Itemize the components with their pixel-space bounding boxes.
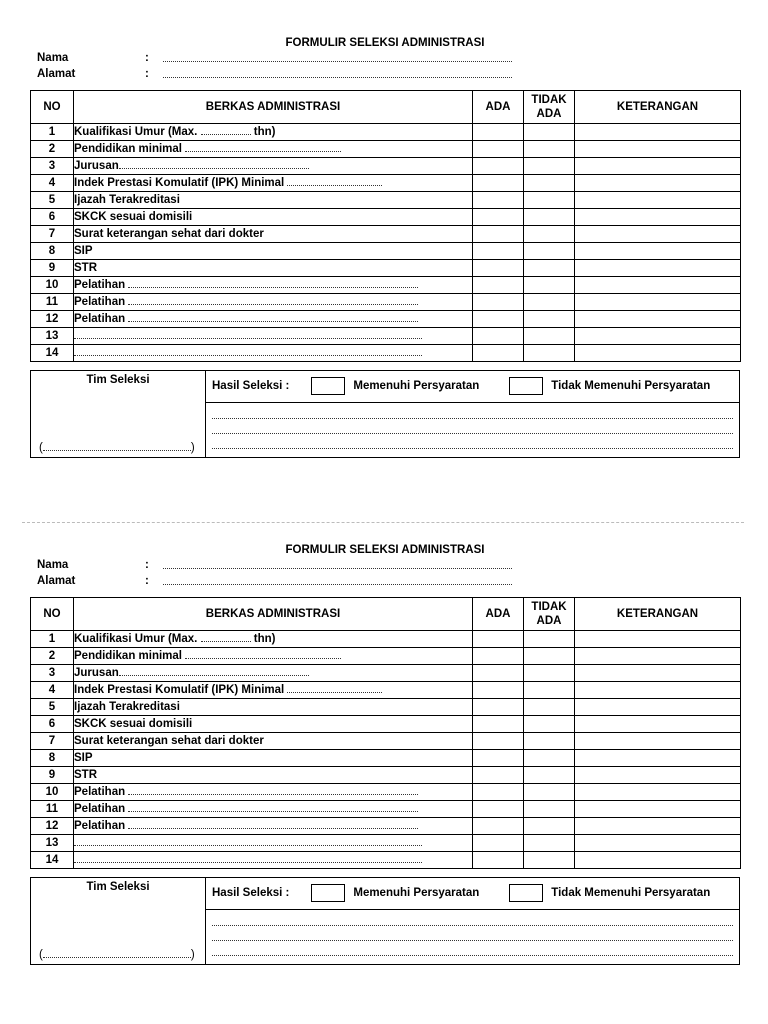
keterangan-cell[interactable] xyxy=(575,835,741,852)
ada-cell[interactable] xyxy=(473,277,524,294)
tidak-ada-cell[interactable] xyxy=(524,699,575,716)
row-number: 8 xyxy=(31,243,74,260)
nama-field[interactable] xyxy=(163,568,512,569)
header-berkas: BERKAS ADMINISTRASI xyxy=(74,598,473,631)
ada-cell[interactable] xyxy=(473,801,524,818)
tidak-ada-cell[interactable] xyxy=(524,294,575,311)
row-item-text: STR xyxy=(74,769,97,781)
tidak-ada-cell[interactable] xyxy=(524,801,575,818)
row-number: 10 xyxy=(31,784,74,801)
nama-label: Nama xyxy=(37,52,69,64)
ada-cell[interactable] xyxy=(473,243,524,260)
option-tidak-memenuhi[interactable]: Tidak Memenuhi Persyaratan xyxy=(509,884,710,902)
row-fill-line[interactable] xyxy=(128,311,418,322)
ada-cell[interactable] xyxy=(473,818,524,835)
keterangan-cell[interactable] xyxy=(575,665,741,682)
row-item-suffix: thn) xyxy=(250,126,276,138)
row-item xyxy=(74,682,473,699)
option-memenuhi[interactable]: Memenuhi Persyaratan xyxy=(311,884,479,902)
keterangan-cell[interactable] xyxy=(575,801,741,818)
tidak-ada-cell[interactable] xyxy=(524,345,575,362)
row-item-text: Pelatihan xyxy=(74,296,129,308)
tidak-ada-cell[interactable] xyxy=(524,243,575,260)
tidak-ada-cell[interactable] xyxy=(524,665,575,682)
row-item xyxy=(74,243,473,260)
row-number: 13 xyxy=(31,835,74,852)
table-row xyxy=(31,631,741,648)
row-item xyxy=(74,733,473,750)
ada-cell[interactable] xyxy=(473,328,524,345)
nama-label: Nama xyxy=(37,559,69,571)
berkas-table xyxy=(30,90,741,362)
checkbox-memenuhi[interactable] xyxy=(311,884,345,902)
row-item xyxy=(74,852,473,869)
row-item xyxy=(74,648,473,665)
ada-cell[interactable] xyxy=(473,750,524,767)
ada-cell[interactable] xyxy=(473,260,524,277)
signature-line[interactable]: ( ) xyxy=(39,442,195,454)
row-number: 8 xyxy=(31,750,74,767)
alamat-field[interactable] xyxy=(163,584,512,585)
note-line-1[interactable] xyxy=(212,925,733,926)
header-keterangan: KETERANGAN xyxy=(575,91,741,124)
table-row xyxy=(31,243,741,260)
header-ada: ADA xyxy=(473,598,524,631)
nama-colon: : xyxy=(145,559,149,571)
keterangan-cell[interactable] xyxy=(575,648,741,665)
row-number: 13 xyxy=(31,328,74,345)
row-item-text: Indek Prestasi Komulatif (IPK) Minimal xyxy=(74,177,288,189)
table-row xyxy=(31,345,741,362)
row-item-text: SIP xyxy=(74,245,93,257)
row-fill-line[interactable] xyxy=(128,277,418,288)
row-item-text: Jurusan xyxy=(74,667,119,679)
header-no: NO xyxy=(31,598,74,631)
row-item xyxy=(74,311,473,328)
row-number: 10 xyxy=(31,277,74,294)
row-item-text: Pendidikan minimal xyxy=(74,143,186,155)
tidak-ada-cell[interactable] xyxy=(524,260,575,277)
row-number: 4 xyxy=(31,175,74,192)
table-row xyxy=(31,835,741,852)
form-top xyxy=(30,36,740,458)
keterangan-cell[interactable] xyxy=(575,818,741,835)
row-item xyxy=(74,226,473,243)
row-item-text: Surat keterangan sehat dari dokter xyxy=(74,228,264,240)
cut-line xyxy=(22,522,744,523)
form-title: FORMULIR SELEKSI ADMINISTRASI xyxy=(285,544,485,556)
ada-cell[interactable] xyxy=(473,311,524,328)
keterangan-cell[interactable] xyxy=(575,294,741,311)
table-row xyxy=(31,665,741,682)
table-row xyxy=(31,750,741,767)
tidak-ada-cell[interactable] xyxy=(524,141,575,158)
row-fill-line[interactable] xyxy=(74,328,422,339)
ada-cell[interactable] xyxy=(473,345,524,362)
row-fill-line[interactable] xyxy=(74,835,422,846)
row-number: 6 xyxy=(31,716,74,733)
divider xyxy=(206,909,739,910)
ada-cell[interactable] xyxy=(473,124,524,141)
note-line-2[interactable] xyxy=(212,433,733,434)
ada-cell[interactable] xyxy=(473,784,524,801)
ada-cell[interactable] xyxy=(473,835,524,852)
row-item xyxy=(74,294,473,311)
row-item-text: Jurusan xyxy=(74,160,119,172)
table-row xyxy=(31,328,741,345)
ada-cell[interactable] xyxy=(473,158,524,175)
keterangan-cell[interactable] xyxy=(575,328,741,345)
row-fill-line[interactable] xyxy=(74,852,422,863)
tim-seleksi-cell xyxy=(31,878,206,964)
table-row xyxy=(31,209,741,226)
tidak-ada-cell[interactable] xyxy=(524,631,575,648)
alamat-row xyxy=(30,573,740,589)
hasil-label: Hasil Seleksi : xyxy=(212,887,290,899)
table-row xyxy=(31,124,741,141)
hasil-label: Hasil Seleksi : xyxy=(212,380,290,392)
row-number: 5 xyxy=(31,192,74,209)
table-row xyxy=(31,175,741,192)
row-number: 9 xyxy=(31,260,74,277)
checkbox-tidak-memenuhi[interactable] xyxy=(509,377,543,395)
row-item-text: Pelatihan xyxy=(74,786,129,798)
table-row xyxy=(31,682,741,699)
row-item-text: Surat keterangan sehat dari dokter xyxy=(74,735,264,747)
row-number: 14 xyxy=(31,345,74,362)
nama-row xyxy=(30,557,740,573)
row-item xyxy=(74,801,473,818)
tidak-ada-cell[interactable] xyxy=(524,209,575,226)
result-section xyxy=(30,370,740,458)
row-item xyxy=(74,192,473,209)
row-fill-line[interactable] xyxy=(201,631,251,642)
keterangan-cell[interactable] xyxy=(575,277,741,294)
header-no: NO xyxy=(31,91,74,124)
table-row xyxy=(31,192,741,209)
header-keterangan: KETERANGAN xyxy=(575,598,741,631)
row-fill-line[interactable] xyxy=(287,175,382,186)
row-item xyxy=(74,345,473,362)
row-fill-line[interactable] xyxy=(74,345,422,356)
row-item-text: Ijazah Terakreditasi xyxy=(74,194,180,206)
header-tidak-ada: TIDAK ADA xyxy=(524,91,575,124)
row-item-text: Pendidikan minimal xyxy=(74,650,186,662)
table-row xyxy=(31,852,741,869)
row-item-text: Kualifikasi Umur (Max. xyxy=(74,126,201,138)
ada-cell[interactable] xyxy=(473,682,524,699)
result-section xyxy=(30,877,740,965)
table-row xyxy=(31,141,741,158)
ada-cell[interactable] xyxy=(473,665,524,682)
note-line-3[interactable] xyxy=(212,955,733,956)
form-title: FORMULIR SELEKSI ADMINISTRASI xyxy=(285,37,485,49)
tidak-ada-cell[interactable] xyxy=(524,750,575,767)
row-item-text: Kualifikasi Umur (Max. xyxy=(74,633,201,645)
alamat-colon: : xyxy=(145,68,149,80)
checkbox-memenuhi[interactable] xyxy=(311,377,345,395)
tidak-ada-cell[interactable] xyxy=(524,835,575,852)
row-number: 11 xyxy=(31,801,74,818)
table-row xyxy=(31,226,741,243)
tidak-ada-cell[interactable] xyxy=(524,716,575,733)
row-item xyxy=(74,631,473,648)
keterangan-cell[interactable] xyxy=(575,784,741,801)
row-number: 14 xyxy=(31,852,74,869)
form-bottom xyxy=(30,543,740,965)
row-item-text: Pelatihan xyxy=(74,313,129,325)
row-item-text: Ijazah Terakreditasi xyxy=(74,701,180,713)
keterangan-cell[interactable] xyxy=(575,192,741,209)
row-item-text: SIP xyxy=(74,752,93,764)
keterangan-cell[interactable] xyxy=(575,209,741,226)
row-number: 12 xyxy=(31,818,74,835)
row-item xyxy=(74,767,473,784)
tidak-ada-cell[interactable] xyxy=(524,192,575,209)
row-number: 3 xyxy=(31,665,74,682)
checkbox-tidak-memenuhi[interactable] xyxy=(509,884,543,902)
nama-field[interactable] xyxy=(163,61,512,62)
row-item-text: Indek Prestasi Komulatif (IPK) Minimal xyxy=(74,684,288,696)
keterangan-cell[interactable] xyxy=(575,750,741,767)
keterangan-cell[interactable] xyxy=(575,124,741,141)
row-item-text: SKCK sesuai domisili xyxy=(74,211,193,223)
keterangan-cell[interactable] xyxy=(575,311,741,328)
table-row xyxy=(31,767,741,784)
table-row xyxy=(31,294,741,311)
row-number: 12 xyxy=(31,311,74,328)
row-number: 4 xyxy=(31,682,74,699)
table-row xyxy=(31,648,741,665)
nama-row xyxy=(30,50,740,66)
tim-seleksi-cell xyxy=(31,371,206,457)
row-item xyxy=(74,124,473,141)
row-item xyxy=(74,209,473,226)
row-item xyxy=(74,750,473,767)
row-number: 1 xyxy=(31,124,74,141)
row-item xyxy=(74,260,473,277)
row-fill-line[interactable] xyxy=(119,158,309,169)
row-item xyxy=(74,158,473,175)
table-row xyxy=(31,311,741,328)
keterangan-cell[interactable] xyxy=(575,158,741,175)
ada-cell[interactable] xyxy=(473,294,524,311)
option-tidak-memenuhi[interactable]: Tidak Memenuhi Persyaratan xyxy=(509,377,710,395)
row-number: 5 xyxy=(31,699,74,716)
keterangan-cell[interactable] xyxy=(575,226,741,243)
keterangan-cell[interactable] xyxy=(575,243,741,260)
row-item xyxy=(74,818,473,835)
row-item xyxy=(74,716,473,733)
signature-line[interactable]: ( ) xyxy=(39,949,195,961)
ada-cell[interactable] xyxy=(473,716,524,733)
ada-cell[interactable] xyxy=(473,631,524,648)
alamat-row xyxy=(30,66,740,82)
table-row xyxy=(31,277,741,294)
row-fill-line[interactable] xyxy=(128,784,418,795)
row-number: 2 xyxy=(31,648,74,665)
table-row xyxy=(31,716,741,733)
tidak-ada-cell[interactable] xyxy=(524,124,575,141)
row-number: 6 xyxy=(31,209,74,226)
row-item xyxy=(74,699,473,716)
keterangan-cell[interactable] xyxy=(575,141,741,158)
option-memenuhi[interactable]: Memenuhi Persyaratan xyxy=(311,377,479,395)
hasil-cell xyxy=(206,371,739,457)
row-fill-line[interactable] xyxy=(185,648,341,659)
ada-cell[interactable] xyxy=(473,852,524,869)
tidak-ada-cell[interactable] xyxy=(524,784,575,801)
ada-cell[interactable] xyxy=(473,648,524,665)
row-fill-line[interactable] xyxy=(128,818,418,829)
ada-cell[interactable] xyxy=(473,141,524,158)
header-tidak-ada: TIDAK ADA xyxy=(524,598,575,631)
row-item-text: STR xyxy=(74,262,97,274)
row-item xyxy=(74,835,473,852)
row-fill-line[interactable] xyxy=(128,801,418,812)
keterangan-cell[interactable] xyxy=(575,852,741,869)
note-line-1[interactable] xyxy=(212,418,733,419)
tidak-ada-cell[interactable] xyxy=(524,311,575,328)
table-row xyxy=(31,699,741,716)
ada-cell[interactable] xyxy=(473,226,524,243)
row-number: 9 xyxy=(31,767,74,784)
row-fill-line[interactable] xyxy=(287,682,382,693)
ada-cell[interactable] xyxy=(473,209,524,226)
berkas-rows xyxy=(31,124,741,362)
berkas-rows xyxy=(31,631,741,869)
tidak-ada-cell[interactable] xyxy=(524,852,575,869)
keterangan-cell[interactable] xyxy=(575,699,741,716)
keterangan-cell[interactable] xyxy=(575,345,741,362)
row-item xyxy=(74,328,473,345)
table-row xyxy=(31,260,741,277)
row-item-text: Pelatihan xyxy=(74,820,129,832)
keterangan-cell[interactable] xyxy=(575,631,741,648)
table-row xyxy=(31,784,741,801)
row-item-text: Pelatihan xyxy=(74,803,129,815)
row-fill-line[interactable] xyxy=(185,141,341,152)
table-row xyxy=(31,801,741,818)
tidak-ada-cell[interactable] xyxy=(524,328,575,345)
ada-cell[interactable] xyxy=(473,733,524,750)
table-row xyxy=(31,158,741,175)
row-item xyxy=(74,277,473,294)
keterangan-cell[interactable] xyxy=(575,260,741,277)
row-item xyxy=(74,784,473,801)
divider xyxy=(206,402,739,403)
header-ada: ADA xyxy=(473,91,524,124)
tidak-ada-cell[interactable] xyxy=(524,733,575,750)
tidak-ada-cell[interactable] xyxy=(524,226,575,243)
table-row xyxy=(31,733,741,750)
row-fill-line[interactable] xyxy=(201,124,251,135)
row-fill-line[interactable] xyxy=(119,665,309,676)
tidak-ada-cell[interactable] xyxy=(524,818,575,835)
row-item xyxy=(74,175,473,192)
row-number: 11 xyxy=(31,294,74,311)
nama-colon: : xyxy=(145,52,149,64)
tidak-ada-cell[interactable] xyxy=(524,175,575,192)
row-item-text: Pelatihan xyxy=(74,279,129,291)
alamat-field[interactable] xyxy=(163,77,512,78)
tidak-ada-cell[interactable] xyxy=(524,277,575,294)
row-fill-line[interactable] xyxy=(128,294,418,305)
keterangan-cell[interactable] xyxy=(575,716,741,733)
hasil-cell xyxy=(206,878,739,964)
keterangan-cell[interactable] xyxy=(575,733,741,750)
row-item-text: SKCK sesuai domisili xyxy=(74,718,193,730)
alamat-label: Alamat xyxy=(37,68,76,80)
tidak-ada-cell[interactable] xyxy=(524,648,575,665)
row-number: 3 xyxy=(31,158,74,175)
berkas-table xyxy=(30,597,741,869)
ada-cell[interactable] xyxy=(473,767,524,784)
row-item xyxy=(74,665,473,682)
tim-seleksi-label: Tim Seleksi xyxy=(86,881,150,893)
tidak-ada-cell[interactable] xyxy=(524,682,575,699)
alamat-label: Alamat xyxy=(37,575,76,587)
ada-cell[interactable] xyxy=(473,175,524,192)
alamat-colon: : xyxy=(145,575,149,587)
ada-cell[interactable] xyxy=(473,699,524,716)
note-line-2[interactable] xyxy=(212,940,733,941)
tidak-ada-cell[interactable] xyxy=(524,767,575,784)
row-item-suffix: thn) xyxy=(250,633,276,645)
row-number: 1 xyxy=(31,631,74,648)
header-berkas: BERKAS ADMINISTRASI xyxy=(74,91,473,124)
row-number: 7 xyxy=(31,226,74,243)
tim-seleksi-label: Tim Seleksi xyxy=(86,374,150,386)
tidak-ada-cell[interactable] xyxy=(524,158,575,175)
keterangan-cell[interactable] xyxy=(575,682,741,699)
table-row xyxy=(31,818,741,835)
keterangan-cell[interactable] xyxy=(575,767,741,784)
row-number: 2 xyxy=(31,141,74,158)
note-line-3[interactable] xyxy=(212,448,733,449)
row-item xyxy=(74,141,473,158)
ada-cell[interactable] xyxy=(473,192,524,209)
keterangan-cell[interactable] xyxy=(575,175,741,192)
row-number: 7 xyxy=(31,733,74,750)
